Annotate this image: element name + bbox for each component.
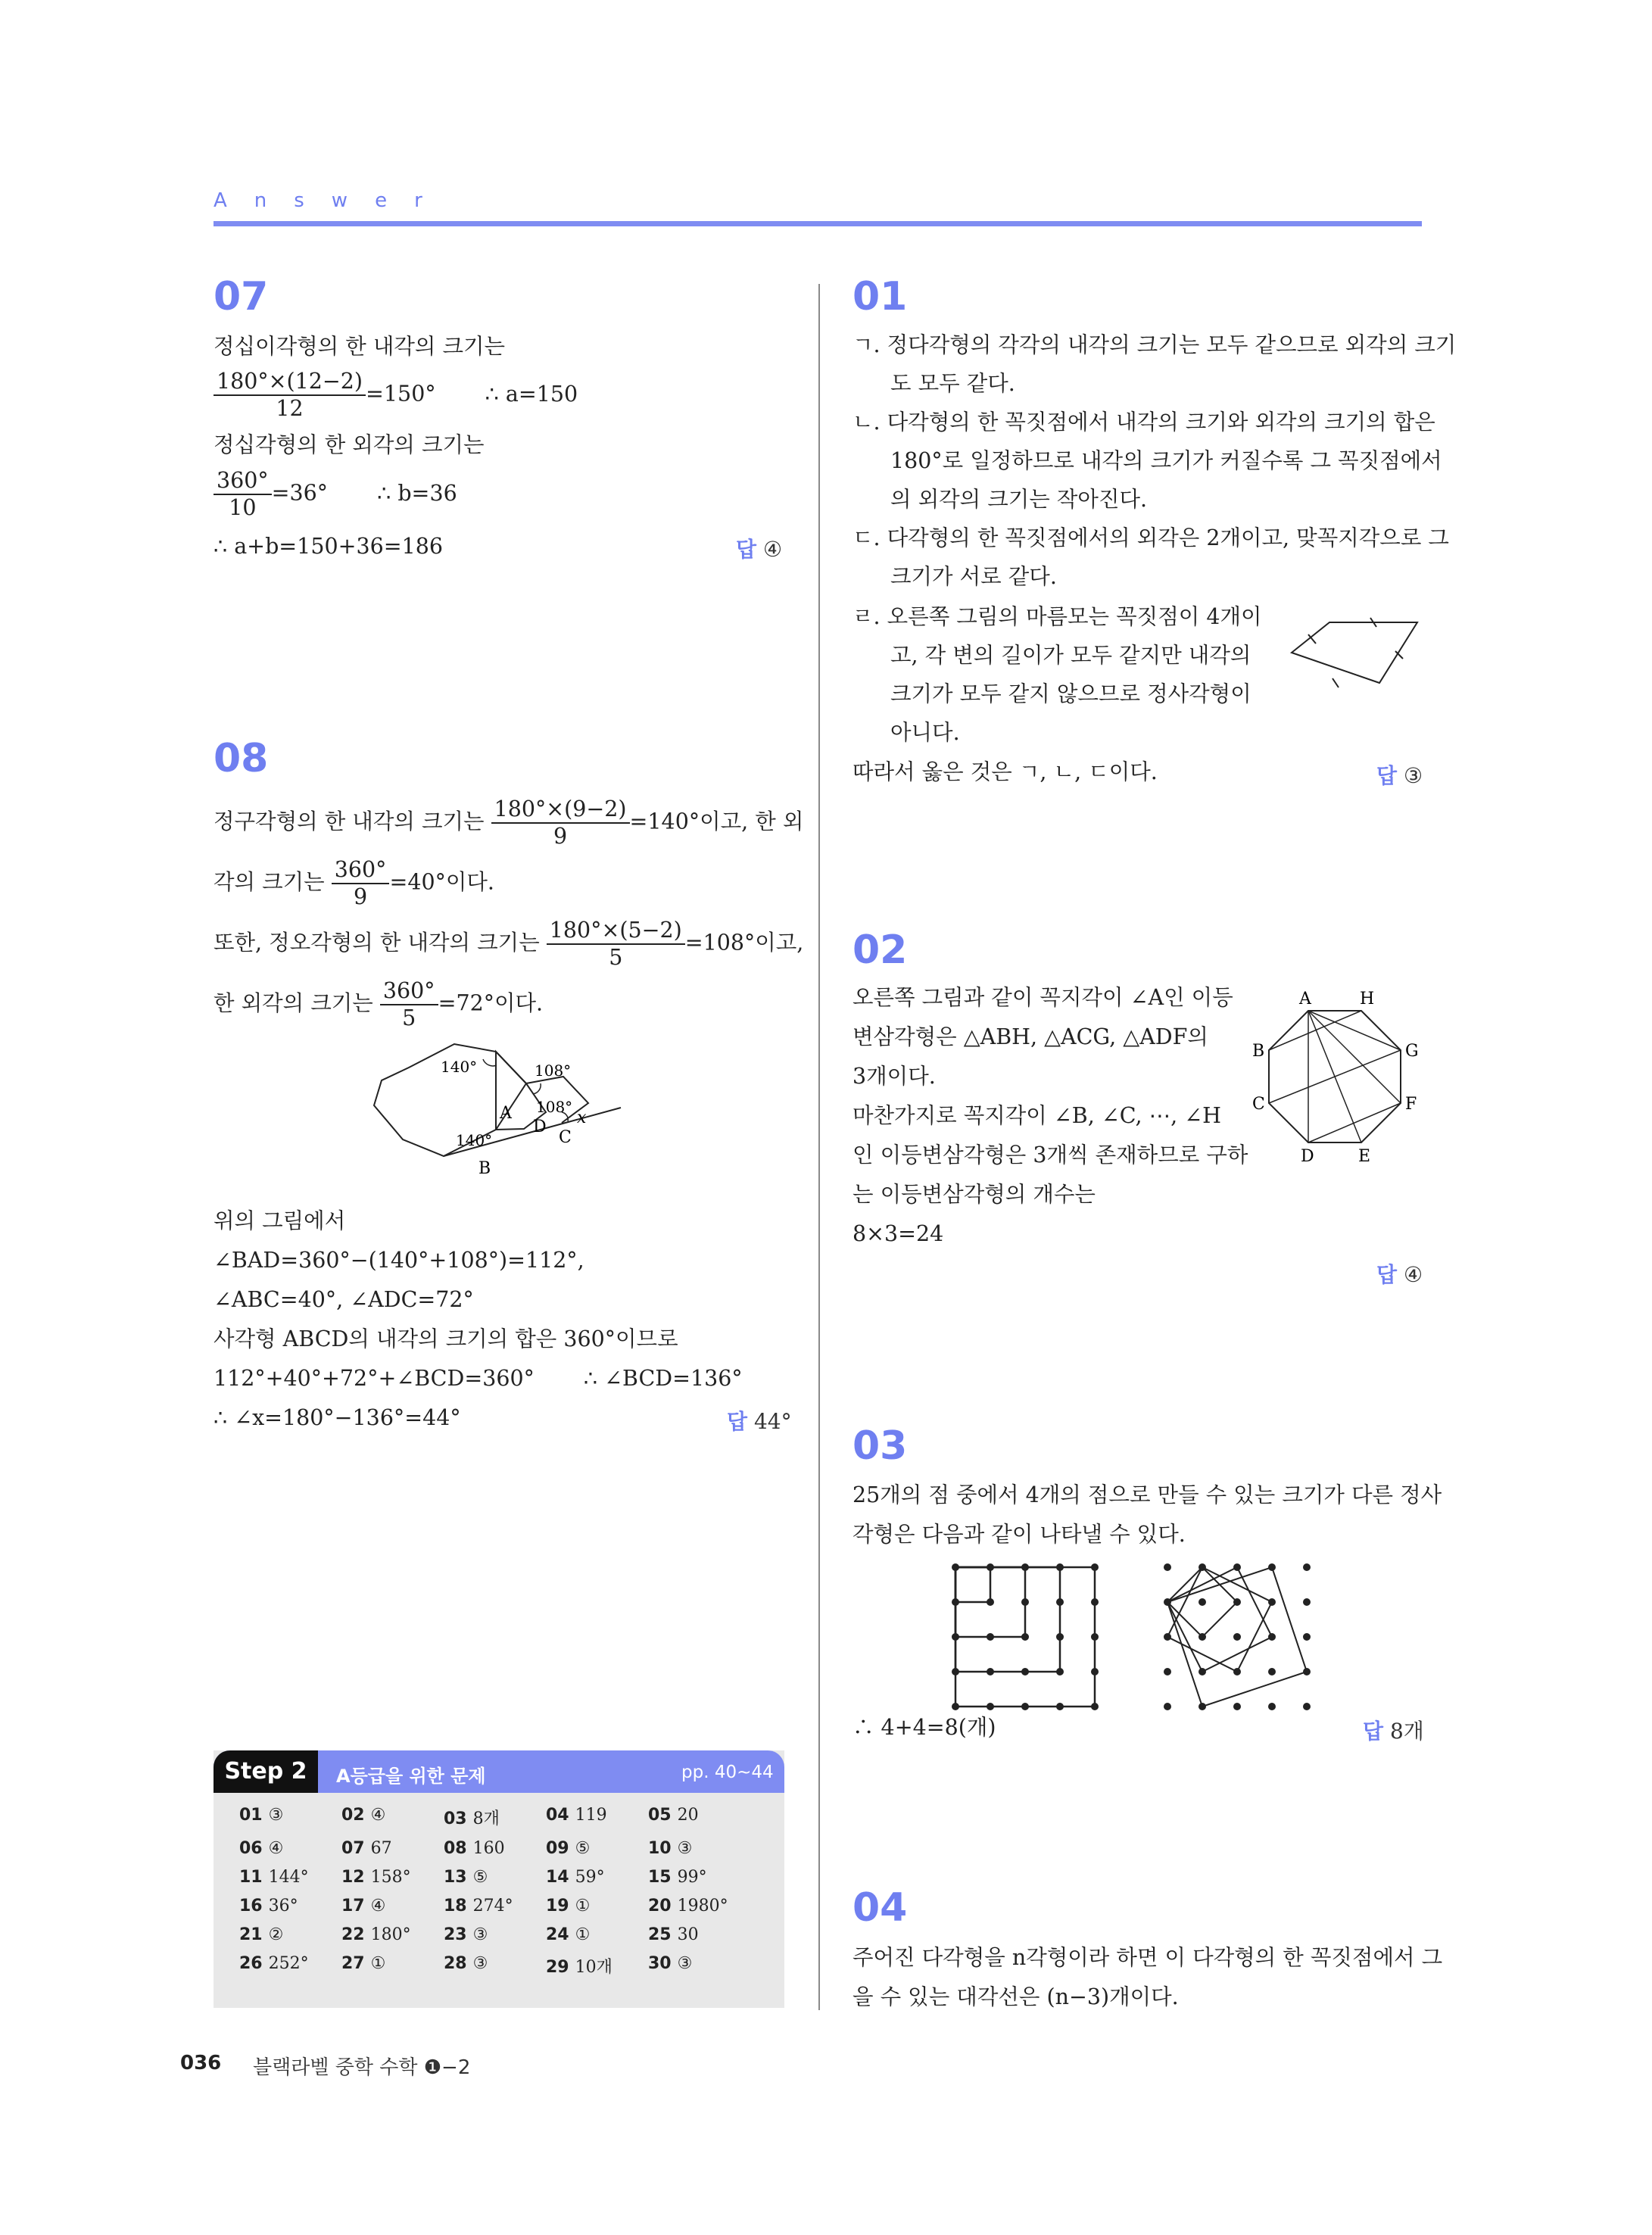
angle-mark: [533, 1083, 541, 1094]
step2-answer-cell: [341, 1925, 444, 1944]
step2-problem-number: 06: [239, 1839, 263, 1858]
q08-line4: [214, 978, 543, 1031]
q08-l2-den: 9: [354, 884, 368, 909]
q08-l2-post: =40°이다.: [389, 869, 494, 895]
q02-line-4: 마찬가지로 꼭지각이 ∠B, ∠C, ⋯, ∠H: [852, 1103, 1221, 1128]
step2-answer-cell: [239, 1897, 341, 1915]
step2-answer-grid: [239, 1806, 769, 1978]
fig-label-108-mid: 108°: [536, 1098, 573, 1116]
step2-problem-number: 19: [546, 1897, 569, 1915]
step2-answer-value: 158°: [370, 1868, 411, 1887]
step2-answer-value: 30: [677, 1925, 699, 1944]
tick-mark: [1333, 678, 1339, 687]
lattice-dot: [1268, 1563, 1276, 1571]
q07-number: 07: [214, 274, 269, 320]
lattice-dot: [952, 1563, 959, 1571]
step2-answer-value: 67: [370, 1839, 392, 1858]
q07-frac2-den: 10: [229, 495, 257, 520]
q01-item-3: ㄷ. 다각형의 한 꼭짓점에서의 외각은 2개이고, 맞꼭지각으로 그 크기가 서로 같다.: [852, 525, 1449, 589]
step2-problem-number: 10: [648, 1839, 672, 1858]
step2-answer-cell: [546, 1806, 648, 1829]
q08-l2-pre: 각의 크기는: [214, 869, 325, 895]
octagon-figure: [1249, 984, 1431, 1170]
q08-l4-den: 5: [402, 1005, 416, 1030]
lattice-dot: [1091, 1598, 1099, 1606]
lattice-dot: [1091, 1703, 1099, 1710]
fig-label-D: D: [533, 1118, 547, 1136]
lattice-dot: [987, 1598, 994, 1606]
lattice-dot: [952, 1598, 959, 1606]
q01-item-4-l3: 크기가 모두 같지 않으므로 정사각형이: [890, 681, 1251, 706]
q08-l3-post: =108°이고,: [684, 930, 804, 955]
column-divider: [818, 284, 820, 2010]
step2-problem-number: 25: [648, 1925, 672, 1944]
step2-answer-value: ③: [472, 1925, 488, 1944]
step2-tab: Step 2: [214, 1750, 318, 1793]
lattice-dot: [1233, 1598, 1241, 1606]
step2-problem-number: 08: [444, 1839, 467, 1858]
step2-answer-cell: [341, 1806, 444, 1829]
step2-problem-number: 20: [648, 1897, 672, 1915]
step2-problem-number: 12: [341, 1868, 365, 1887]
q03-line-2: 각형은 다음과 같이 나타낼 수 있다.: [852, 1522, 1186, 1547]
fig-label-C: C: [559, 1128, 572, 1147]
step2-problem-number: 26: [239, 1954, 263, 1973]
q08-s1: 위의 그림에서: [214, 1208, 346, 1233]
q08-l3-pre: 또한, 정오각형의 한 내각의 크기는: [214, 930, 540, 955]
answer-value: ④: [1403, 1262, 1423, 1287]
step2-answer-cell: [239, 1925, 341, 1944]
q01-conclusion: 따라서 옳은 것은 ㄱ, ㄴ, ㄷ이다.: [852, 759, 1158, 784]
q08-l4-frac: [380, 978, 438, 1031]
lattice-dot: [1091, 1668, 1099, 1675]
diagonal-CG: [1269, 1050, 1401, 1103]
lattice-dot: [1198, 1633, 1206, 1641]
q07-frac1-den: 12: [276, 396, 304, 421]
axis-square-3: [955, 1567, 1060, 1672]
step2-answer-cell: [444, 1954, 546, 1978]
step2-answer-cell: [444, 1925, 546, 1944]
step2-answer-cell: [239, 1868, 341, 1887]
step2-problem-number: 13: [444, 1868, 467, 1887]
step2-answer-value: 160: [472, 1839, 505, 1858]
lattice-dot: [1164, 1703, 1171, 1710]
lattice-dot: [1091, 1633, 1099, 1641]
oct-label-G: G: [1405, 1042, 1419, 1061]
step2-answer-cell: [546, 1925, 648, 1944]
fig-label-x: x: [577, 1108, 587, 1127]
lattice-dot: [952, 1668, 959, 1675]
lattice-dot: [987, 1668, 994, 1675]
fig-label-140-top: 140°: [441, 1058, 478, 1076]
step2-answer-cell: [648, 1954, 750, 1978]
lattice-dot: [1303, 1563, 1311, 1571]
q07-frac1: [214, 369, 366, 422]
q08-l2-num: 360°: [332, 857, 390, 884]
answer-label: 답: [1376, 763, 1398, 788]
answer-label: 답: [736, 537, 757, 562]
lattice-dot: [1056, 1598, 1064, 1606]
step2-answer-value: ③: [677, 1839, 693, 1858]
step2-answer-cell: [648, 1868, 750, 1887]
step2-answer-value: 119: [575, 1806, 607, 1825]
section-label: Answer: [214, 189, 450, 212]
q02-answer: [1376, 1258, 1423, 1289]
lattice-dot: [1268, 1703, 1276, 1710]
lattice-dot: [1233, 1563, 1241, 1571]
page-number: 036: [180, 2052, 222, 2074]
answer-value: ④: [762, 537, 783, 562]
q07-frac2-num: 360°: [214, 468, 272, 495]
q07-eq2-therefore: ∴ b=36: [377, 480, 457, 506]
lattice-dot: [1198, 1598, 1206, 1606]
step2-answer-value: 144°: [268, 1868, 309, 1887]
q08-line1: [214, 796, 803, 849]
fig-label-B: B: [478, 1159, 491, 1178]
step2-problem-number: 05: [648, 1806, 672, 1825]
q08-l1-post: =140°이고, 한 외: [629, 809, 804, 834]
lattice-dot: [952, 1703, 959, 1710]
oct-label-A: A: [1299, 990, 1311, 1008]
q07-line5: ∴ a+b=150+36=186: [214, 534, 444, 559]
step2-problem-number: 01: [239, 1806, 263, 1825]
q08-figure: [363, 1033, 636, 1192]
q02-line-2: 변삼각형은 △ABH, △ACG, △ADF의: [852, 1024, 1208, 1049]
step2-answer-cell: [341, 1839, 444, 1858]
q08-s5b: ∴ ∠BCD=136°: [583, 1366, 743, 1391]
q08-s6: ∴ ∠x=180°−136°=44°: [214, 1405, 461, 1430]
lattice-dot: [987, 1703, 994, 1710]
step2-answer-cell: [546, 1954, 648, 1978]
step2-problem-number: 27: [341, 1954, 365, 1973]
lattice-dot: [1056, 1633, 1064, 1641]
q08-l3-frac: [547, 918, 685, 971]
q01-item-4-l2: 고, 각 변의 길이가 모두 같지만 내각의: [890, 643, 1251, 668]
q07-eq2-rest: =36°: [271, 480, 329, 506]
lattice-dot: [1021, 1703, 1029, 1710]
q07-eq2: [214, 468, 457, 521]
answer-label: 답: [1363, 1719, 1384, 1744]
oct-label-B: B: [1252, 1042, 1265, 1061]
lattice-dot: [1198, 1563, 1206, 1571]
step2-problem-number: 15: [648, 1868, 672, 1887]
lattice-dot: [1164, 1598, 1171, 1606]
diagonal-AF: [1308, 1011, 1401, 1103]
lattice-dot: [1164, 1633, 1171, 1641]
step2-problem-number: 21: [239, 1925, 263, 1944]
q03-answer: [1363, 1715, 1424, 1745]
q02-line-7: 8×3=24: [852, 1221, 944, 1246]
step2-answer-cell: [546, 1868, 648, 1887]
diagonal-DF: [1308, 1103, 1401, 1142]
q02-number: 02: [852, 927, 908, 973]
step2-answer-value: 99°: [677, 1868, 707, 1887]
q07-eq1: [214, 369, 578, 422]
q04-line-1: 주어진 다각형을 n각형이라 하면 이 다각형의 한 꼭짓점에서 그: [852, 1945, 1443, 1970]
step2-title: A등급을 위한 문제: [336, 1766, 486, 1787]
q07-line3: 정십각형의 한 외각의 크기는: [214, 432, 485, 457]
q08-l1-num: 180°×(9−2): [491, 796, 630, 824]
lattice-dot: [1056, 1563, 1064, 1571]
q08-line3: [214, 918, 803, 971]
oct-label-E: E: [1358, 1147, 1371, 1166]
q01-item-4-l1: ㄹ. 오른쪽 그림의 마름모는 꼭짓점이 4개이: [852, 604, 1262, 629]
step2-answer-cell: [341, 1868, 444, 1887]
step2-answer-value: 252°: [268, 1954, 309, 1973]
step2-answer-value: 36°: [268, 1897, 298, 1915]
q07-eq1-rest: =150°: [366, 381, 436, 407]
lattice-dot: [1056, 1668, 1064, 1675]
lattice-dot: [1303, 1703, 1311, 1710]
header-rule: [214, 221, 1422, 226]
step2-pages: pp. 40∼44: [681, 1763, 774, 1782]
lattice-dot: [1021, 1563, 1029, 1571]
lattice-dot: [1164, 1668, 1171, 1675]
step2-problem-number: 11: [239, 1868, 263, 1887]
fig-label-A: A: [500, 1104, 512, 1123]
step2-answer-value: ①: [575, 1897, 591, 1915]
lattice-dot: [1056, 1703, 1064, 1710]
q04-line-2: 을 수 있는 대각선은 (n−3)개이다.: [852, 1984, 1179, 2009]
q04-number: 04: [852, 1885, 908, 1931]
book-title: 블랙라벨 중학 수학 ❶−2: [253, 2056, 471, 2079]
step2-answer-value: ②: [268, 1925, 284, 1944]
step2-answer-cell: [648, 1925, 750, 1944]
step2-answer-value: ④: [268, 1839, 284, 1858]
step2-answer-cell: [341, 1897, 444, 1915]
q01-items: [852, 326, 1461, 596]
lattice-dot: [1021, 1633, 1029, 1641]
lattice-dot: [1233, 1633, 1241, 1641]
tilted-squares-figure: [1155, 1556, 1325, 1711]
step2-answer-value: 20: [677, 1806, 699, 1825]
step2-answer-value: ④: [370, 1897, 386, 1915]
diagonal-HB: [1269, 1011, 1361, 1050]
lattice-dot: [1233, 1703, 1241, 1710]
q08-l4-num: 360°: [380, 978, 438, 1005]
step2-problem-number: 16: [239, 1897, 263, 1915]
step2-problem-number: 07: [341, 1839, 365, 1858]
q02-line-1: 오른쪽 그림과 같이 꼭지각이 ∠A인 이등: [852, 985, 1233, 1010]
step2-problem-number: 14: [546, 1868, 569, 1887]
lattice-dot: [1198, 1668, 1206, 1675]
q08-l3-num: 180°×(5−2): [547, 918, 685, 945]
lattice-dot: [1164, 1563, 1171, 1571]
oct-label-C: C: [1252, 1095, 1265, 1114]
oct-label-D: D: [1301, 1147, 1314, 1166]
step2-problem-number: 29: [546, 1958, 569, 1977]
q01-item-4-l4: 아니다.: [890, 720, 960, 745]
step2-answer-value: ①: [370, 1954, 386, 1973]
step2-problem-number: 03: [444, 1810, 467, 1828]
step2-answer-cell: [444, 1806, 546, 1829]
lattice-dot: [987, 1563, 994, 1571]
step2-problem-number: 24: [546, 1925, 569, 1944]
lattice-dot: [1303, 1633, 1311, 1641]
q01-item-1: ㄱ. 정다각형의 각각의 내각의 크기는 모두 같으므로 외각의 크기도 모두 같다.: [852, 332, 1457, 396]
q08-s2: ∠BAD=360°−(140°+108°)=112°,: [214, 1248, 584, 1273]
lattice-dot: [1303, 1668, 1311, 1675]
step2-answer-cell: [444, 1868, 546, 1887]
answer-label: 답: [1376, 1262, 1398, 1287]
step2-problem-number: 17: [341, 1897, 365, 1915]
q08-l2-frac: [332, 857, 390, 910]
step2-answer-cell: [648, 1806, 750, 1829]
q03-line-1: 25개의 점 중에서 4개의 점으로 만들 수 있는 크기가 다른 정사: [852, 1482, 1442, 1507]
lattice-dot: [1021, 1598, 1029, 1606]
lattice-dot: [987, 1633, 994, 1641]
step2-answer-value: 1980°: [677, 1897, 728, 1915]
step2-answer-value: ④: [370, 1806, 386, 1825]
q01-number: 01: [852, 274, 908, 320]
step2-answer-cell: [546, 1897, 648, 1915]
q03-result: ∴ 4+4=8(개): [852, 1715, 996, 1740]
q03-number: 03: [852, 1423, 908, 1469]
lattice-dot: [952, 1633, 959, 1641]
answer-value: ③: [1403, 763, 1423, 788]
step2-answer-cell: [239, 1839, 341, 1858]
angle-mark: [483, 1059, 497, 1066]
step2-problem-number: 04: [546, 1806, 569, 1825]
answer-value: 44°: [753, 1409, 792, 1434]
step2-answer-cell: [239, 1954, 341, 1978]
step2-answer-value: 10개: [575, 1958, 612, 1977]
q07-frac2: [214, 468, 272, 521]
step2-problem-number: 18: [444, 1897, 467, 1915]
lattice-dot: [1091, 1563, 1099, 1571]
step2-answer-cell: [648, 1897, 750, 1915]
q08-s5a: 112°+40°+72°+∠BCD=360°: [214, 1366, 535, 1391]
step2-answer-cell: [341, 1954, 444, 1978]
answer-value: 8개: [1389, 1719, 1424, 1744]
step2-answer-value: ③: [268, 1806, 284, 1825]
step2-problem-number: 30: [648, 1954, 672, 1973]
step2-answer-value: 59°: [575, 1868, 605, 1887]
q08-s3: ∠ABC=40°, ∠ADC=72°: [214, 1287, 474, 1312]
lattice-dot: [1198, 1703, 1206, 1710]
rhombus-figure: [1287, 613, 1423, 693]
answer-label: 답: [727, 1409, 748, 1434]
q07-line1: 정십이각형의 한 내각의 크기는: [214, 334, 506, 359]
step2-problem-number: 09: [546, 1839, 569, 1858]
q01-item-2: ㄴ. 다각형의 한 꼭짓점에서 내각의 크기와 외각의 크기의 합은 180°로 일정하므로 내각의 크기가 커질수록 그 꼭짓점에서의 외각의 크기는 작아진다.: [852, 410, 1442, 512]
lattice-dot: [1268, 1598, 1276, 1606]
q08-l1-pre: 정구각형의 한 내각의 크기는: [214, 809, 485, 834]
step2-answer-cell: [546, 1839, 648, 1858]
oct-label-F: F: [1405, 1095, 1417, 1114]
step2-problem-number: 22: [341, 1925, 365, 1944]
step2-answer-value: 180°: [370, 1925, 411, 1944]
q07-answer: [736, 533, 782, 563]
q08-l4-post: =72°이다.: [438, 990, 544, 1016]
lattice-dot: [1303, 1598, 1311, 1606]
lattice-dot: [1268, 1633, 1276, 1641]
q08-s5: [214, 1364, 743, 1394]
oct-label-H: H: [1360, 990, 1375, 1008]
step2-problem-number: 02: [341, 1806, 365, 1825]
step2-answer-cell: [444, 1897, 546, 1915]
q08-line2: [214, 857, 494, 910]
step2-answer-value: ①: [575, 1925, 591, 1944]
step2-answer-cell: [444, 1839, 546, 1858]
step2-problem-number: 28: [444, 1954, 467, 1973]
step2-answer-cell: [239, 1806, 341, 1829]
axis-squares-figure: [943, 1556, 1109, 1711]
lattice-dot: [1268, 1668, 1276, 1675]
step2-answer-value: 274°: [472, 1897, 513, 1915]
q02-line-6: 는 이등변삼각형의 개수는: [852, 1182, 1096, 1207]
q01-answer: [1376, 759, 1423, 790]
q02-line-5: 인 이등변삼각형은 3개씩 존재하므로 구하: [852, 1142, 1248, 1167]
step2-answer-value: ⑤: [472, 1868, 488, 1887]
lattice-dot: [1233, 1668, 1241, 1675]
q07-eq1-therefore: ∴ a=150: [485, 381, 578, 407]
fig-label-108-top: 108°: [535, 1061, 572, 1080]
q08-l3-den: 5: [609, 945, 623, 970]
q08-l1-frac: [491, 796, 630, 849]
q08-l1-den: 9: [553, 824, 568, 849]
step2-problem-number: 23: [444, 1925, 467, 1944]
lattice-dot: [1021, 1668, 1029, 1675]
q02-line-3: 3개이다.: [852, 1064, 936, 1089]
step2-answer-value: ③: [677, 1954, 693, 1973]
q08-s4: 사각형 ABCD의 내각의 크기의 합은 360°이므로: [214, 1326, 678, 1351]
q08-answer: [727, 1405, 792, 1435]
q08-number: 08: [214, 736, 269, 781]
step2-answer-value: ③: [472, 1954, 488, 1973]
q08-l4-pre: 한 외각의 크기는: [214, 990, 373, 1016]
q07-frac1-num: 180°×(12−2): [214, 369, 366, 396]
fig-label-140-bot: 140°: [456, 1131, 493, 1149]
rhombus-shape: [1292, 622, 1417, 683]
step2-answer-value: ⑤: [575, 1839, 591, 1858]
axis-square-1: [955, 1567, 990, 1602]
step2-answer-cell: [648, 1839, 750, 1858]
step2-answer-value: 8개: [472, 1810, 500, 1828]
